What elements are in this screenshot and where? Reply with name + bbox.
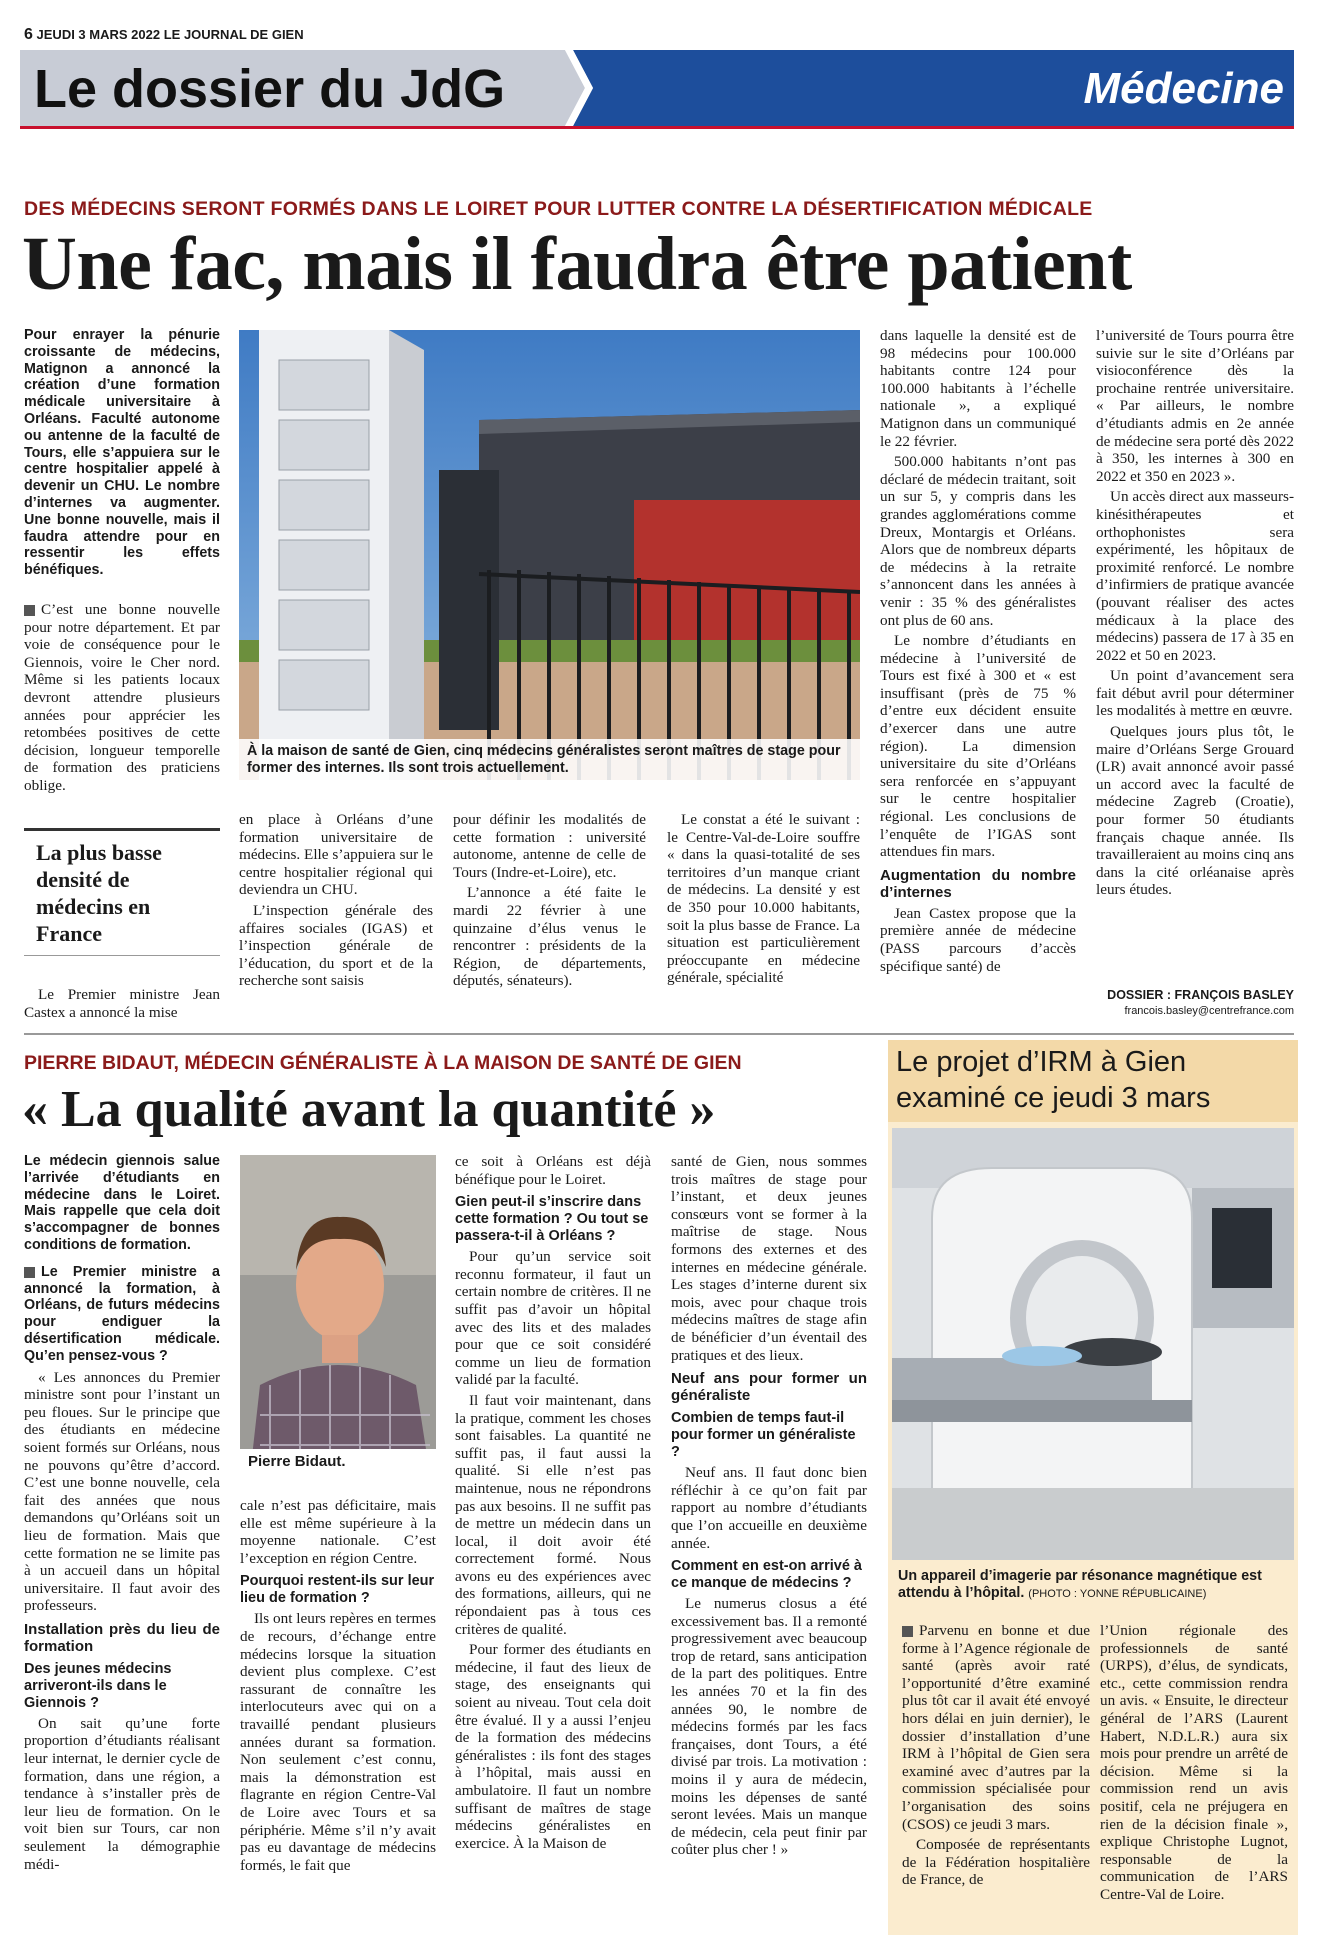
article2-col1: Le médecin giennois salue l’arrivée d’étudiants en médecine dans le Loiret. Mais rappelle que cela doit s’accompagner de bonnes conditions de formation. Le Premier ministre a annoncé la formation, à Orléans, de futurs médecins pour endiguer la désertification médicale. Qu’en pensez-vous ? « Les annonces du Premier ministre sont pour l’instant un peu floues. Sur le principe que des étudiants en médecine soient formés sur Orléans, nous ne pouvons qu’être d’accord. C’est une bonne nouvelle, cela fait des années que nous demandons qu’Orléans soit un lieu de formation. Mais que cette formation ne se limite pas à un accueil dans un hôpital universitaire. Il faut avoir des professeurs. Installation près du lieu de formation Des jeunes médecins arriveront-ils dans le Giennois ? On sait qu’une forte proportion d’étudiants réalisant leur internat, le dernier cycle de formation, dans une région, a tendance à s’installer près de leur lieu de formation. On le voit bien sur Tours, car non seulement la démographie médi- <box>24 1153 220 1873</box>
bullet-square-icon <box>902 1626 913 1637</box>
col5-subhead: Augmentation du nombre d’internes <box>880 866 1076 901</box>
article2-col4: santé de Gien, nous sommes trois maîtres de stage pour l’instant, et deux jeunes consœurs vont se former à la maîtrise de stage. Nous formons des externes et des internes en médecine générale. Les stages d’interne durent six mois, avec pour chaque trois médecins maîtres de stage afin de bénéficier d’un éventail des pratiques et des lieux. Neuf ans pour former un généraliste Combien de temps faut-il pour former un généraliste ? Neuf ans. Il faut donc bien réfléchir à ce qu’on fait par rapport au nombre d’étudiants que l’on accueille en deuxième année. Comment en est-on arrivé à ce manque de médecins ? Le numerus closus a été excessivement bas. Il a remonté progressivement avec beaucoup trop de retard, sans anticipation de la part des politiques. Entre les années 70 et la fin des années 90, le nombre de médecins formés par les facs françaises, dont Tours, a été divisé par trois. La motivation : moins il y aura de médecin, moins les dépenses de santé seront levées. Mais un manque de médecin, cela peut finir par coûter plus cher ! » <box>671 1153 867 1859</box>
byline-email: francois.basley@centrefrance.com <box>1124 1005 1294 1017</box>
portrait-photo <box>240 1155 436 1475</box>
bullet-square-icon <box>24 605 35 616</box>
portrait-caption: Pierre Bidaut. <box>240 1449 436 1476</box>
folio <box>24 26 304 44</box>
article1-photo-caption: À la maison de santé de Gien, cinq médecins généralistes seront maîtres de stage pour former des internes. Ils sont trois actuellement. <box>239 739 860 780</box>
article2-kicker: PIERRE BIDAUT, MÉDECIN GÉNÉRALISTE À LA MAISON DE SANTÉ DE GIEN <box>24 1052 742 1074</box>
article2-col3: ce soit à Orléans est déjà bénéfique pour le Loiret. Gien peut-il s’inscrire dans cette formation ? Ou tout se passera-t-il à Orléans ? Pour qu’un service soit reconnu formateur, il faut un certain nombre de critères. Il ne suffit pas d’avoir un hôpital avec des lits et des malades pour que ce soit considéré comme un lieu de formation validé par la faculté. Il faut voir maintenant, dans la pratique, comment les choses sont faisables. La quantité ne suffit pas, il faut aussi la qualité. Si elle n’est pas maintenue, nous ne répondrons pas aux besoins. Il ne suffit pas de mettre un médecin dans un local, il doit avoir été correctement formé. Nous avons eu des expériences avec des formations, ailleurs, qui ne répondaient pas à tous ces critères de qualité. Pour former des étudiants en médecine, il faut des lieux de stage, des enseignants qui soient au niveau. Tout cela doit être évalué. Il y a aussi l’enjeu de la formation des médecins généralistes : ils font des stages à l’hôpital, mais aussi en ambulatoire. Il faut un nombre suffisant de maîtres de stage médecins généralistes en exercice. À la Maison de <box>455 1153 651 1852</box>
article1-lead: Pour enrayer la pénurie croissante de médecins, Matignon a annoncé la création d’une formation médicale universitaire à Orléans. Faculté autonome ou antenne de la faculté de Tours, elle s’appuiera sur le centre hospitalier appelé à devenir un CHU. Le nombre d’internes va augmenter. Une bonne nouvelle, mais il faudra attendre pour en ressentir les effets bénéfiques. <box>24 327 220 579</box>
irm-photo-credit: (PHOTO : YONNE RÉPUBLICAINE) <box>1028 1587 1207 1600</box>
bullet-square-icon <box>24 1267 35 1278</box>
folio-paper: LE JOURNAL DE GIEN <box>163 27 304 42</box>
irm-col2: l’Union régionale des professionnels de santé (URPS), d’élus, de syndicats, etc., cette commission rendra un avis. « Ensuite, le directeur général de l’ARS (Laurent Habert, N.D.L.R.) aura six mois pour prendre un arrêté de décision. Même si la commission rend un avis positif, cela ne préjugera en rien de la décision finale », explique Christophe Lugnot, responsable de la communication de l’ARS Centre-Val de Loire. <box>1100 1622 1288 1903</box>
article2-headline: « La qualité avant la quantité » <box>22 1081 716 1138</box>
section-banner <box>20 46 1294 130</box>
article1-body-a: C’est une bonne nouvelle pour notre département. Et par voie de conséquence pour le Giennois, voire le Cher nord. Même si les patients locaux devront attendre plusieurs années pour apprécier les retombées positives de cette décision, longueur temporelle de formation des praticiens oblige. <box>24 601 220 794</box>
article1-col3: pour définir les modalités de cette formation : université autonome, antenne de celle de Tours (Indre-et-Loire), etc. L’annonce a été faite le mardi 22 février à une quinzaine d’élus venus le rencontrer : présidents de la Région, de départements, députés, sénateurs). <box>453 811 646 990</box>
banner-title: Le dossier du JdG <box>34 59 506 119</box>
article1-col2: en place à Orléans d’une formation universitaire de médecins. Elle s’appuiera sur le centre hospitalier régional qui deviendra un CHU. L’inspection générale des affaires sociales (IGAS) et l’inspection générale de l’éducation, du sport et de la recherche sont saisis <box>239 811 433 990</box>
byline: DOSSIER : FRANÇOIS BASLEY <box>1107 988 1294 1002</box>
article1-body-b: Le Premier ministre Jean Castex a annoncé la mise <box>24 986 220 1021</box>
article2-col2: cale n’est pas déficitaire, mais elle est même supérieure à la moyenne nationale. C’est l’exception en région Centre. Pourquoi restent-ils sur leur lieu de formation ? Ils ont leurs repères en termes de recours, d’échange entre médecins lorsque la situation devient plus complexe. C’est rassurant de connaître les interlocuteurs avec qui on a travaillé pendant plusieurs années durant sa formation. Non seulement c’est connu, mais la démonstration est flagrante en région Centre-Val de Loire avec Tours et sa périphérie. Même s’il n’y avait pas eu davantage de médecins formés, le fait que <box>240 1497 436 1874</box>
irm-caption: Un appareil d’imagerie par résonance magnétique est attendu à l’hôpital. (PHOTO : YONNE RÉPUBLICAINE) <box>898 1568 1262 1601</box>
article1-col6: l’université de Tours pourra être suivie sur le site d’Orléans par visioconférence dès la prochaine rentrée universitaire. « Par ailleurs, le nombre d’étudiants admis en 2e année de médecine sera porté dès 2022 à 350, les internes à 300 en 2022 et 350 en 2023 ». Un accès direct aux masseurs-kinésithérapeutes et orthophonistes sera expérimenté, les hôpitaux de proximité renforcé. Le nombre d’infirmiers de pratique avancée (pouvant réaliser des actes médicaux à la place des médecins) passera de 17 à 35 en 2022 et 50 en 2023. Un point d’avancement sera fait début avril pour déterminer les modalités à mettre en œuvre. Quelques jours plus tôt, le maire d’Orléans Serge Grouard (LR) avait annoncé avoir passé un accord avec la faculté de médecine Zagreb (Croatie), pour former 50 étudiants français chaque année. Ils travailleraient au moins cinq ans dans la cité orléanaise après leurs études. <box>1096 327 1294 899</box>
article2-subhead-1: Installation près du lieu de formation <box>24 1620 220 1655</box>
pullquote-box <box>24 828 220 956</box>
irm-sidebar <box>888 1040 1298 1935</box>
irm-col1: Parvenu en bonne et due forme à l’Agence régionale de santé (après avoir raté l’opportunité d’être examiné plus tôt car il avait été envoyé hors délai en juin dernier), le dossier d’installation d’une IRM à l’hôpital de Gien sera examiné avec d’autres par la commission spécialisée pour l’organisation des soins (CSOS) ce jeudi 3 mars. Composée de représentants de la Fédération hospitalière de France, de <box>902 1622 1090 1889</box>
page-number: 6 <box>24 26 33 43</box>
article1-col5: dans laquelle la densité est de 98 médecins pour 100.000 habitants contre 124 pour 100.000 habitants à l’échelle nationale », a expliqué Matignon dans un communiqué le 22 février. 500.000 habitants n’ont pas déclaré de médecin traitant, soit un sur 5, y compris dans les grandes agglomérations comme Dreux, Montargis et Orléans. Alors que de nombreux départs de médecins à la retraite s’annoncent dans les années à venir : 35 % des généralistes ont plus de 60 ans. Le nombre d’étudiants en médecine à l’université de Tours est fixé à 300 et « est insuffisant (près de 75 % d’entre eux décident ensuite d’exercer dans une autre région). La dimension universitaire du site d’Orléans sera renforcée en s’appuyant sur le centre hospitalier régional. Les conclusions de l’enquête de l’IGAS sont attendues fin mars. Augmentation du nombre d’internes Jean Castex propose que la première année de médecine (PASS parcours d’accès spécifique santé) de <box>880 327 1076 975</box>
folio-date: JEUDI 3 MARS 2022 <box>36 27 161 42</box>
banner-section: Médecine <box>1083 64 1284 113</box>
article2-subhead-2: Neuf ans pour former un généraliste <box>671 1370 867 1405</box>
irm-photo <box>892 1128 1294 1560</box>
pullquote: La plus basse densité de médecins en France <box>36 840 162 946</box>
section-divider <box>24 1033 1294 1035</box>
article1-photo <box>239 330 860 780</box>
article1-col4: Le constat a été le suivant : le Centre-Val-de-Loire souffre « dans la quasi-totalité de ses territoires d’un manque criant de médecins. La densité y est de 350 pour 10.000 habitants, soit la plus basse de France. La situation est particulièrement préoccupante en médecine générale, spécialité <box>667 811 860 987</box>
article1-headline: Une fac, mais il faudra être patient <box>22 222 1132 306</box>
irm-title: Le projet d’IRM à Gien examiné ce jeudi 3 mars <box>888 1040 1298 1122</box>
article1-kicker: DES MÉDECINS SERONT FORMÉS DANS LE LOIRET POUR LUTTER CONTRE LA DÉSERTIFICATION MÉDICALE <box>24 198 1093 220</box>
